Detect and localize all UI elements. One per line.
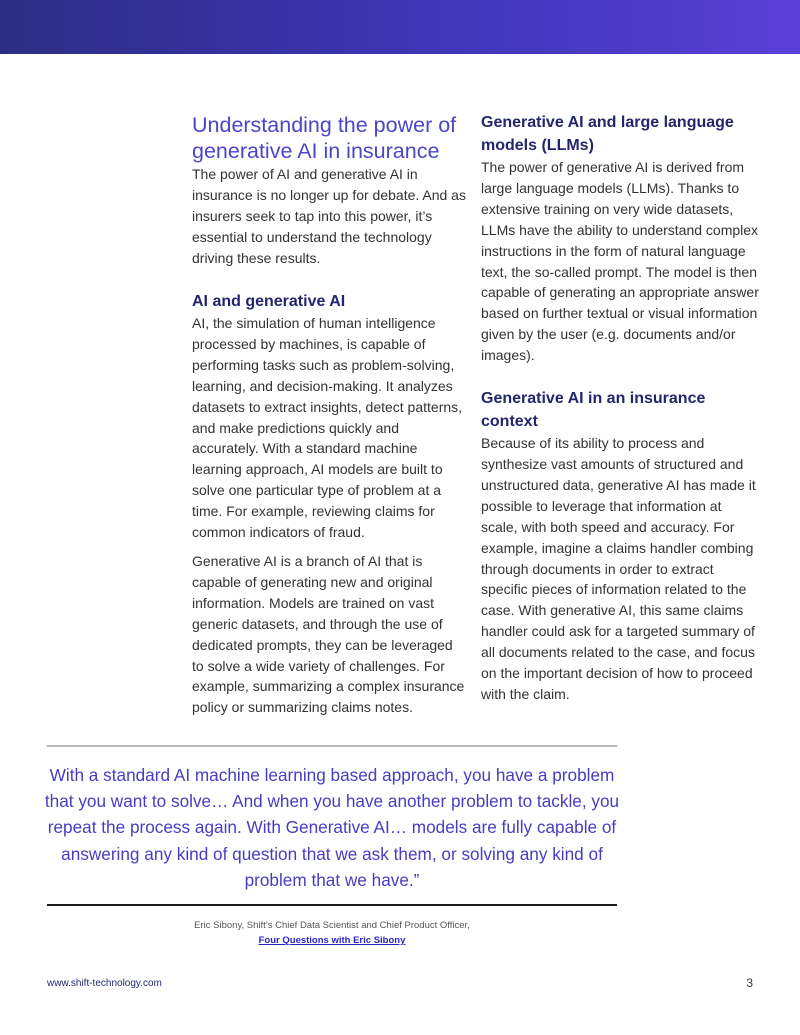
section-title: Understanding the power of generative AI in insurance (192, 113, 457, 163)
spacer (481, 366, 761, 388)
header-gradient-bar (0, 0, 800, 54)
context-paragraph: Because of its ability to process and synthesize vast amounts of structured and unstructured data, generative AI has made it possible to leverage that information at scale, with both speed and accuracy. For example, imagine a claims handler combing through documents in order to extract specific pieces of information related to the case. With generative AI, this same claims handler could ask for a targeted summary of all documents related to the case, and focus on the important decision of how to proceed with the claim. (481, 435, 756, 702)
spacer (192, 269, 467, 291)
attribution-text: Eric Sibony, Shift’s Chief Data Scientist and Chief Product Officer, (194, 920, 470, 931)
ai-heading: AI and generative AI (192, 292, 346, 310)
pull-quote: With a standard AI machine learning based approach, you have a problem that you want to solve… And when you have another problem to tackle, you repeat the process again. With Generative AI… models are fully capable of answering any kind of question that we ask them, or solving any kind of problem that we have.” (44, 765, 620, 890)
intro-paragraph: The power of AI and generative AI in insurance is no longer up for debate. And as insurers seek to tap into this power, it’s essential to understand the technology driving these results. (192, 166, 466, 266)
page-number: 3 (746, 976, 753, 990)
context-heading: Generative AI in an insurance context (481, 390, 706, 430)
source-link[interactable]: Four Questions with Eric Sibony (258, 935, 406, 946)
left-column (192, 113, 467, 718)
quote-divider-bottom (47, 904, 617, 906)
quote-divider-top (47, 745, 617, 747)
right-column (481, 112, 761, 705)
quote-attribution (47, 918, 617, 948)
llm-heading: Generative AI and large language models (LLMs) (481, 114, 734, 154)
spacer (192, 543, 467, 551)
ai-paragraph-2: Generative AI is a branch of AI that is capable of generating new and original information. Models are trained on vast generic datasets, and through the use of dedicated prompts, they can be leveraged to solve a wide variety of challenges. For example, summarizing a complex insurance policy or summarizing claims notes. (192, 553, 465, 716)
llm-paragraph: The power of generative AI is derived from large language models (LLMs). Thanks to extensive training on very wide datasets, LLMs have the ability to understand complex instructions in the form of natural language text, the so-called prompt. The model is then capable of generating an appropriate answer based on further textual or visual information given by the user (e.g. documents and/or images). (481, 159, 759, 364)
footer-url[interactable]: www.shift-technology.com (47, 978, 162, 989)
ai-paragraph-1: AI, the simulation of human intelligence processed by machines, is capable of performing tasks such as problem-solving, learning, and decision-making. It analyzes datasets to extract insights, detect patterns, and make predictions quickly and accurately. With a standard machine learning approach, AI models are built to solve one particular type of problem at a time. For example, reviewing claims for common indicators of fraud. (192, 315, 463, 541)
